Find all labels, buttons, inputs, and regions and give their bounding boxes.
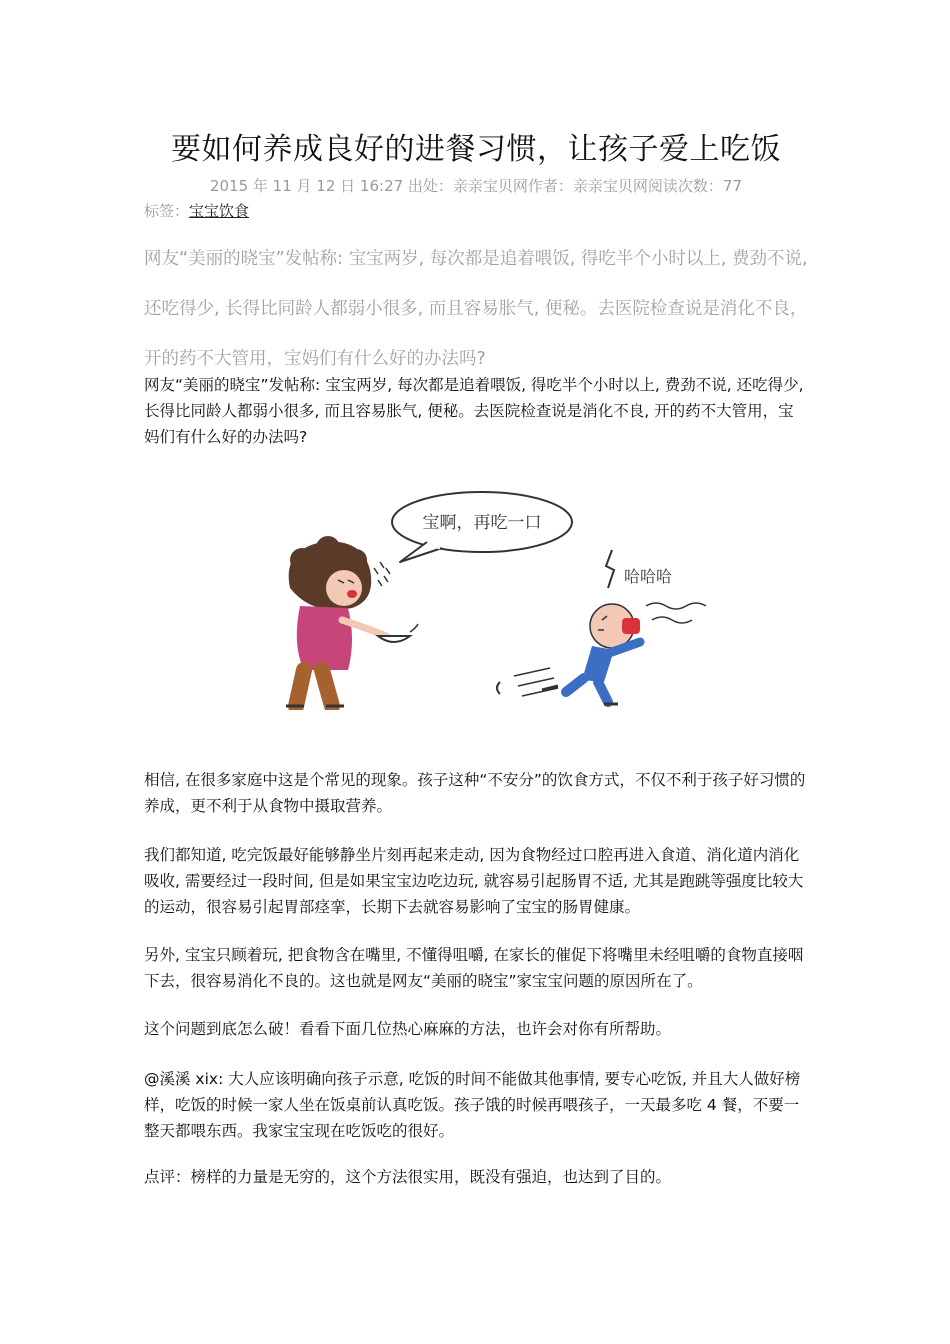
paragraph-3: 我们都知道, 吃完饭最好能够静坐片刻再起来走动, 因为食物经过口腔再进入食道、消化道内消化吸收, 需要经过一段时间, 但是如果宝宝边吃边玩, 就容易引起肠胃不适, 尤其是跑跳等强度比较大的运动，很容易引起胃部痉挛，长期下去就容易影响了宝宝的肠胃健康。 — [144, 846, 804, 916]
paragraph-7: 点评：榜样的力量是无穷的，这个方法很实用，既没有强迫，也达到了目的。 — [144, 1168, 672, 1186]
paragraph-5: 这个问题到底怎么破！看看下面几位热心麻麻的方法，也许会对你有所帮助。 — [144, 1020, 672, 1038]
mom-figure — [286, 536, 418, 706]
laugh-text: 哈哈哈 — [624, 567, 673, 586]
paragraph-2: 相信, 在很多家庭中这是个常见的现象。孩子这种“不安分”的饮食方式，不仅不利于孩子好习惯的养成，更不利于从食物中摄取营养。 — [144, 771, 806, 815]
paragraph-4: 另外, 宝宝只顾着玩, 把食物含在嘴里, 不懂得咀嚼, 在家长的催促下将嘴里未经咀嚼的食物直接咽下去，很容易消化不良的。这也就是网友“美丽的晓宝”家宝宝问题的原因所在了。 — [144, 946, 804, 990]
tags-label: 标签： — [144, 202, 190, 220]
article-summary: 网友“美丽的晓宝”发帖称: 宝宝两岁, 每次都是追着喂饭, 得吃半个小时以上, 费劲不说, 还吃得少, 长得比同龄人都弱小很多, 而且容易胀气, 便秘。去医院检查说是消化不良，开的药不大管用，宝妈们有什么好的办法吗? — [144, 249, 808, 369]
article-tags — [144, 201, 249, 221]
kid-figure — [497, 550, 706, 704]
tag-link[interactable]: 宝宝饮食 — [189, 202, 250, 220]
illustration-feeding-child — [252, 470, 712, 710]
article-title: 要如何养成良好的进餐习惯，让孩子爱上吃饭 — [171, 132, 781, 167]
paragraph-6: @溪溪 xix: 大人应该明确向孩子示意, 吃饭的时间不能做其他事情, 要专心吃饭, 并且大人做好榜样，吃饭的时候一家人坐在饭桌前认真吃饭。孩子饿的时候再喂孩子，一天最多吃 4 餐，不要一整天都喂东西。我家宝宝现在吃饭吃的很好。 — [144, 1070, 801, 1140]
paragraph-1: 网友“美丽的晓宝”发帖称: 宝宝两岁, 每次都是追着喂饭, 得吃半个小时以上, 费劲不说, 还吃得少, 长得比同龄人都弱小很多, 而且容易胀气, 便秘。去医院检查说是消化不良, 开的药不大管用，宝妈们有什么好的办法吗? — [144, 376, 804, 446]
article-meta: 2015 年 11 月 12 日 16:27 出处：亲亲宝贝网作者：亲亲宝贝网阅读次数：77 — [209, 177, 743, 195]
speech-bubble-text: 宝啊，再吃一口 — [422, 513, 542, 533]
speech-bubble — [392, 492, 572, 562]
